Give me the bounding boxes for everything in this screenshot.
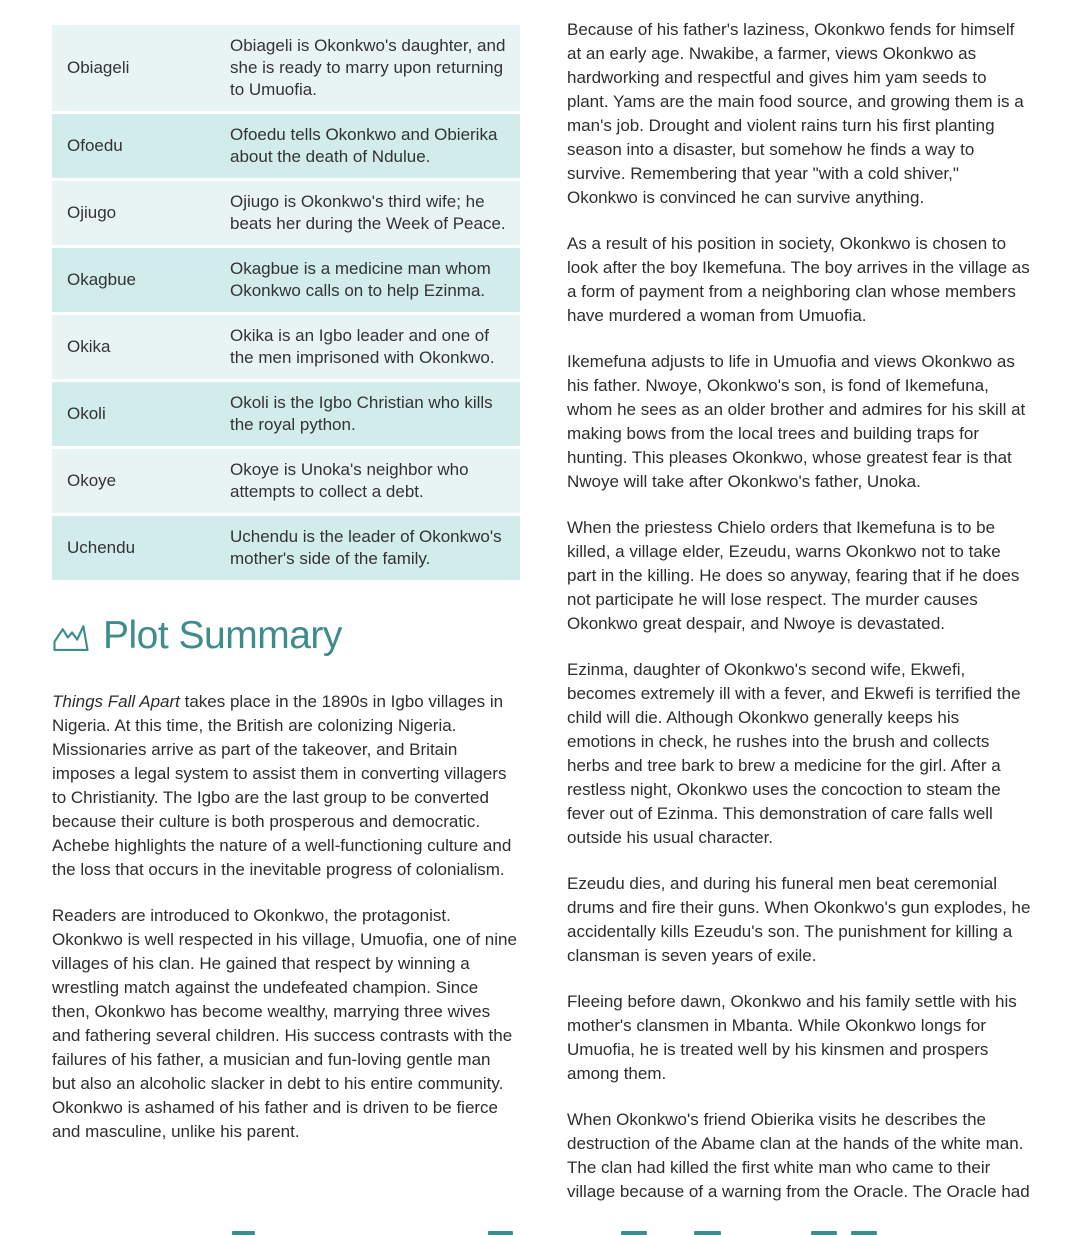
plot-paragraph: As a result of his position in society, Okonkwo is chosen to look after the boy Ikemefuna. The boy arrives in the village as a form of payment from a neighboring clan whose members have murdered a woman from Umuofia. xyxy=(567,234,1030,325)
table-row xyxy=(52,181,520,245)
character-table xyxy=(52,22,520,583)
cutoff-teal-dash xyxy=(621,1231,647,1235)
plot-paragraph: Ezinma, daughter of Okonkwo's second wife, Ekwefi, becomes extremely ill with a fever, and Ekwefi is terrified the child will die. Although Okonkwo generally keeps his emotions in check, he rushes into the brush and collects herbs and tree bark to brew a medicine for the girl. After a restless night, Okonkwo uses the concoction to steam the fever out of Ezinma. This demonstration of care falls well outside his usual character. xyxy=(567,660,1021,847)
table-row xyxy=(52,315,520,379)
table-row xyxy=(52,114,520,178)
character-name: Okoye xyxy=(52,449,230,513)
plot-paragraph: Because of his father's laziness, Okonkwo fends for himself at an early age. Nwakibe, a farmer, views Okonkwo as hardworking and respectful and gives him yam seeds to plant. Yams are the main food source, and growing them is a man's job. Drought and violent rains turn his first planting season into a disaster, but somehow he finds a way to survive. Remembering that year "with a cold shiver," Okonkwo is convinced he can survive anything. xyxy=(567,20,1024,207)
table-row xyxy=(52,248,520,312)
plot-paragraph: Readers are introduced to Okonkwo, the protagonist. Okonkwo is well respected in his village, Umuofia, one of nine villages of his clan. He gained that respect by winning a wrestling match against the undefeated champion. Since then, Okonkwo has become wealthy, marrying three wives and fathering several children. His success contrasts with the failures of his father, a musician and fun-loving gentle man but also an alcoholic slacker in debt to his entire community. Okonkwo is ashamed of his father and is driven to be fierce and masculine, unlike his parent. xyxy=(52,905,517,1141)
table-row xyxy=(52,516,520,580)
cutoff-teal-dash xyxy=(488,1231,513,1235)
cutoff-teal-dash xyxy=(811,1231,837,1235)
character-description: Okoye is Unoka's neighbor who attempts to collect a debt. xyxy=(230,449,520,513)
cutoff-teal-dash xyxy=(694,1231,721,1235)
plot-paragraph xyxy=(52,690,517,882)
table-row xyxy=(52,382,520,446)
character-name: Okagbue xyxy=(52,248,230,312)
table-row xyxy=(52,25,520,111)
plot-summary-heading-text: Plot Summary xyxy=(103,614,342,657)
plot-paragraph: When Okonkwo's friend Obierika visits he describes the destruction of the Abame clan at the hands of the white man. The clan had killed the first white man who came to their village because of a warning from the Oracle. The Oracle had xyxy=(567,1110,1030,1201)
plot-paragraph: Ezeudu dies, and during his funeral men beat ceremonial drums and fire their guns. When Okonkwo's gun explodes, he accidentally kills Ezeudu's son. The punishment for killing a clansman is seven years of exile. xyxy=(567,874,1031,965)
cutoff-teal-dash xyxy=(851,1231,877,1235)
book-title: Things Fall Apart xyxy=(52,691,180,711)
character-name: Ojiugo xyxy=(52,181,230,245)
character-name: Uchendu xyxy=(52,516,230,580)
character-description: Obiageli is Okonkwo's daughter, and she is ready to marry upon returning to Umuofia. xyxy=(230,25,520,111)
table-row xyxy=(52,449,520,513)
plot-paragraph: Fleeing before dawn, Okonkwo and his family settle with his mother's clansmen in Mbanta. While Okonkwo longs for Umuofia, he is treated well by his kinsmen and prospers among them. xyxy=(567,992,1017,1083)
character-name: Obiageli xyxy=(52,25,230,111)
plot-summary-heading xyxy=(52,615,517,658)
character-description: Ojiugo is Okonkwo's third wife; he beats her during the Week of Peace. xyxy=(230,181,520,245)
character-description: Okika is an Igbo leader and one of the men imprisoned with Okonkwo. xyxy=(230,315,520,379)
character-name: Okoli xyxy=(52,382,230,446)
character-name: Okika xyxy=(52,315,230,379)
character-description: Ofoedu tells Okonkwo and Obierika about the death of Ndulue. xyxy=(230,114,520,178)
character-description: Okagbue is a medicine man whom Okonkwo calls on to help Ezinma. xyxy=(230,248,520,312)
plot-paragraph: When the priestess Chielo orders that Ikemefuna is to be killed, a village elder, Ezeudu, warns Okonkwo not to take part in the killing. He does so anyway, fearing that if he does not participate he will lose respect. The murder causes Okonkwo great despair, and Nwoye is devastated. xyxy=(567,518,1020,633)
character-name: Ofoedu xyxy=(52,114,230,178)
paragraph-text: takes place in the 1890s in Igbo villages in Nigeria. At this time, the British are colonizing Nigeria. Missionaries arrive as part of the takeover, and Britain imposes a legal system to assist them in converting villagers to Christianity. The Igbo are the last group to be converted because their culture is both prosperous and democratic. Achebe highlights the nature of a well-functioning culture and the loss that occurs in the inevitable progress of colonialism. xyxy=(52,691,512,879)
character-description: Okoli is the Igbo Christian who kills the royal python. xyxy=(230,382,520,446)
cutoff-teal-dash xyxy=(232,1231,255,1235)
character-description: Uchendu is the leader of Okonkwo's mother's side of the family. xyxy=(230,516,520,580)
left-column xyxy=(52,18,517,1226)
right-column xyxy=(567,18,1032,1226)
line-chart-icon xyxy=(52,620,90,653)
plot-paragraph: Ikemefuna adjusts to life in Umuofia and views Okonkwo as his father. Nwoye, Okonkwo's son, is fond of Ikemefuna, whom he sees as an older brother and admires for his skill at making bows from the local trees and building traps for hunting. This pleases Okonkwo, whose greatest fear is that Nwoye will take after Okonkwo's father, Unoka. xyxy=(567,352,1026,491)
